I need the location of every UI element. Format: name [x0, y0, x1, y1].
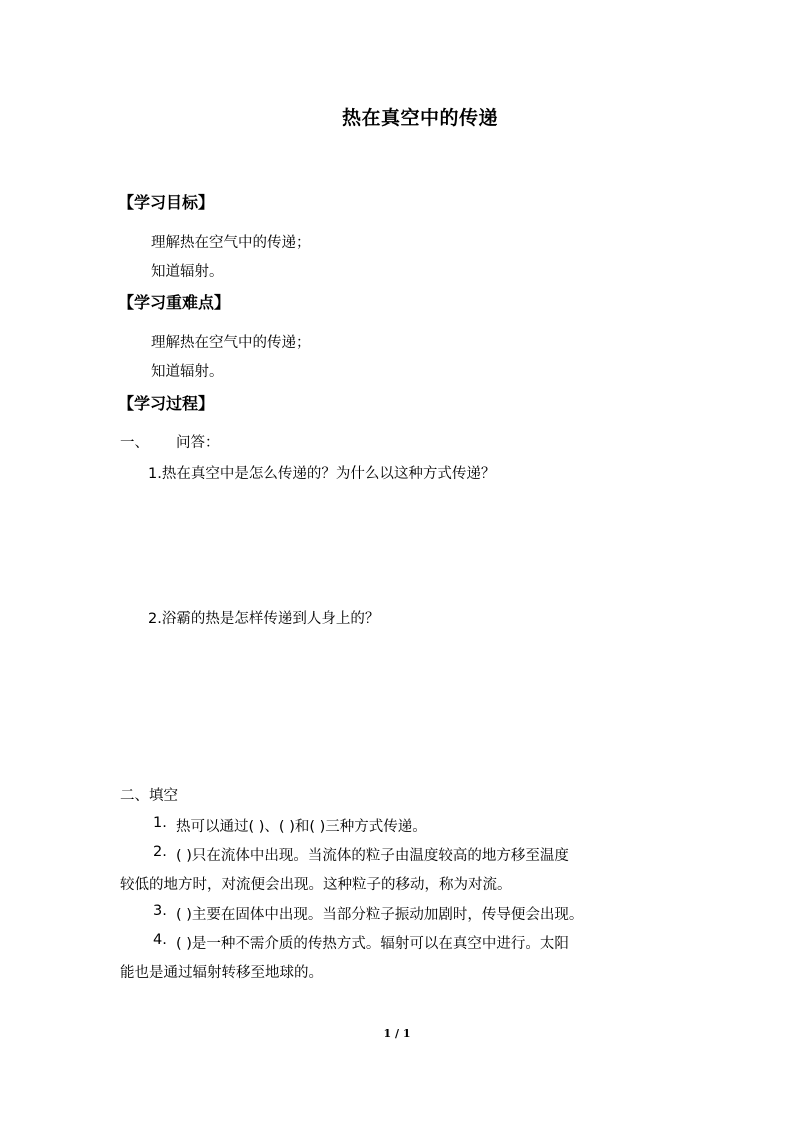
fill-item-2-number: 2.	[153, 844, 167, 860]
key-points-heading: 【学习重难点】	[118, 293, 231, 312]
fill-item-4: ( )是一种不需介质的传热方式。辐射可以在真空中进行。太阳	[176, 936, 569, 952]
part1-number: 一、	[120, 435, 149, 451]
process-heading: 【学习过程】	[118, 394, 215, 413]
document-title: 热在真空中的传递	[341, 107, 498, 129]
key-point-item: 理解热在空气中的传递；	[151, 335, 311, 351]
fill-item-1-number: 1.	[153, 815, 167, 831]
fill-item-2: ( )只在流体中出现。当流体的粒子由温度较高的地方移至温度	[176, 848, 569, 864]
question-1: 1.热在真空中是怎么传递的？为什么以这种方式传递？	[148, 466, 496, 482]
fill-item-3: ( )主要在固体中出现。当部分粒子振动加剧时，传导便会出现。	[176, 907, 584, 923]
goal-item: 知道辐射。	[151, 264, 224, 280]
goals-heading: 【学习目标】	[118, 193, 215, 212]
fill-item-3-number: 3.	[153, 903, 167, 919]
page-number: 1 / 1	[383, 1027, 411, 1040]
key-point-item: 知道辐射。	[151, 364, 224, 380]
fill-item-4-continued: 能也是通过辐射转移至地球的。	[120, 965, 323, 981]
question-2: 2.浴霸的热是怎样传递到人身上的？	[148, 611, 380, 627]
fill-item-1: 热可以通过( )、( )和( )三种方式传递。	[176, 819, 427, 835]
part1-label: 问答：	[176, 435, 220, 451]
part2-heading: 二、填空	[120, 788, 178, 804]
fill-item-4-number: 4.	[153, 932, 167, 948]
fill-item-2-continued: 较低的地方时，对流便会出现。这种粒子的移动，称为对流。	[120, 877, 512, 893]
goal-item: 理解热在空气中的传递；	[151, 235, 311, 251]
